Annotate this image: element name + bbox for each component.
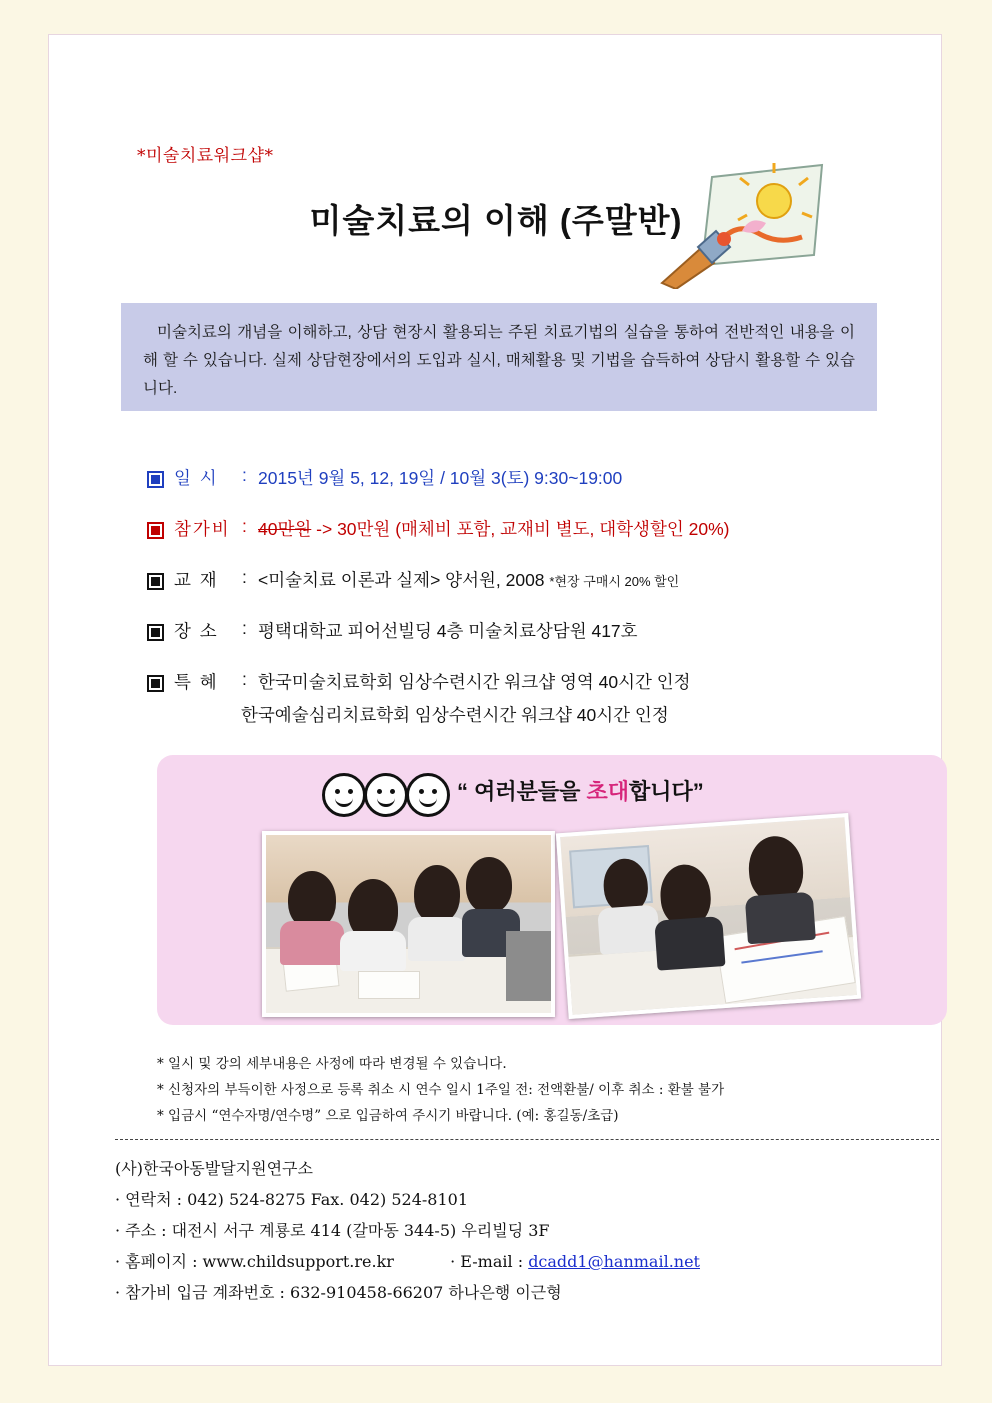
bullet-square-icon: [147, 624, 164, 641]
info-list: [147, 465, 907, 753]
info-value-benefit: 한국미술치료학회 임상수련시간 워크샵 영역 40시간 인정: [258, 672, 691, 692]
info-value-date: 2015년 9월 5, 12, 19일 / 10월 3(토) 9:30~19:00: [258, 468, 623, 488]
fee-discounted-price: -> 30만원 (매체비 포함, 교재비 별도, 대학생할인 20%): [316, 519, 730, 539]
fee-original-price: 40만원: [258, 519, 312, 539]
info-value-benefit-second: 한국예술심리치료학회 임상수련시간 워크샵 40시간 인정: [241, 705, 669, 725]
painting-palette-icon: [654, 159, 829, 289]
page-title: 미술치료의 이해 (주말반): [309, 202, 683, 239]
info-value-textbook: [258, 567, 907, 592]
info-label-benefit: 특 혜: [174, 672, 219, 692]
info-value-place: 평택대학교 피어선빌딩 4층 미술치료상담원 417호: [258, 621, 638, 641]
textbook-title: <미술치료 이론과 실제> 양서원, 2008: [258, 570, 545, 590]
kicker-text: *미술치료워크샵*: [137, 146, 274, 166]
footer-email-label: · E-mail :: [450, 1252, 524, 1271]
note-item: * 일시 및 강의 세부내용은 사정에 따라 변경될 수 있습니다.: [157, 1056, 507, 1072]
footer-address: · 주소 : 대전시 서구 계룡로 414 (갈마동 344-5) 우리빌딩 3F: [115, 1221, 550, 1240]
bullet-square-icon: [147, 522, 164, 539]
workshop-photo-1: [262, 831, 555, 1017]
invite-suffix: 합니다”: [629, 779, 704, 804]
note-item: * 신청자의 부득이한 사정으로 등록 취소 시 연수 일시 1주일 전: 전액환불/ 이후 취소 : 환불 불가: [157, 1082, 725, 1098]
photo-band: [157, 755, 947, 1025]
invite-prefix: “ 여러분들을: [457, 779, 587, 804]
footer-homepage: · 홈페이지 : www.childsupport.re.kr: [115, 1252, 394, 1271]
footer-account: · 참가비 입금 계좌번호 : 632-910458-66207 하나은행 이근형: [115, 1283, 562, 1302]
workshop-photo-2: [556, 813, 861, 1019]
info-colon-fee: :: [242, 516, 247, 536]
info-label-textbook: 교 재: [174, 570, 219, 590]
info-label-fee: 참가비: [174, 519, 231, 539]
invite-text: [457, 775, 704, 806]
info-row-benefit: [147, 669, 907, 694]
footer-contact: · 연락처 : 042) 524-8275 Fax. 042) 524-8101: [115, 1190, 469, 1209]
bullet-square-icon: [147, 675, 164, 692]
info-colon-date: :: [242, 465, 247, 485]
info-row-place: [147, 618, 907, 643]
invite-highlight: 초대: [586, 779, 630, 804]
info-colon-benefit: :: [242, 669, 247, 689]
footer-homepage-row: [115, 1246, 939, 1277]
intro-text: 미술치료의 개념을 이해하고, 상담 현장시 활용되는 주된 치료기법의 실습을 통하여 전반적인 내용을 이해 할 수 있습니다. 실제 상담현장에서의 도입과 실시, 매체활용 및 기법을 습득하여 상담시 활용할 수 있습니다.: [143, 324, 855, 397]
info-row-date: [147, 465, 907, 490]
info-colon-place: :: [242, 618, 247, 638]
info-label-date: 일 시: [174, 468, 219, 488]
note-item: * 입금시 “연수자명/연수명” 으로 입금하여 주시기 바랍니다. (예: 홍길동/초급): [157, 1108, 619, 1124]
textbook-note: *현장 구매시 20% 할인: [549, 574, 680, 589]
info-colon-textbook: :: [242, 567, 247, 587]
footer-divider: [115, 1139, 939, 1140]
footer-block: [115, 1153, 939, 1308]
info-row-fee: [147, 516, 907, 541]
footer-org: (사)한국아동발달지원연구소: [115, 1159, 313, 1178]
smiley-face-icon: [322, 773, 366, 817]
bullet-square-icon: [147, 471, 164, 488]
smiley-face-icon: [364, 773, 408, 817]
smiley-face-icon: [406, 773, 450, 817]
smiley-faces-icon: [322, 773, 452, 821]
flyer-page: [48, 34, 942, 1366]
info-label-place: 장 소: [174, 621, 219, 641]
intro-box: [121, 303, 877, 411]
flyer-content: [49, 35, 941, 1365]
bullet-square-icon: [147, 573, 164, 590]
notes-list: [157, 1051, 947, 1129]
info-value-fee: [258, 516, 907, 541]
info-row-textbook: [147, 567, 907, 592]
footer-email-link[interactable]: dcadd1@hanmail.net: [528, 1252, 700, 1271]
